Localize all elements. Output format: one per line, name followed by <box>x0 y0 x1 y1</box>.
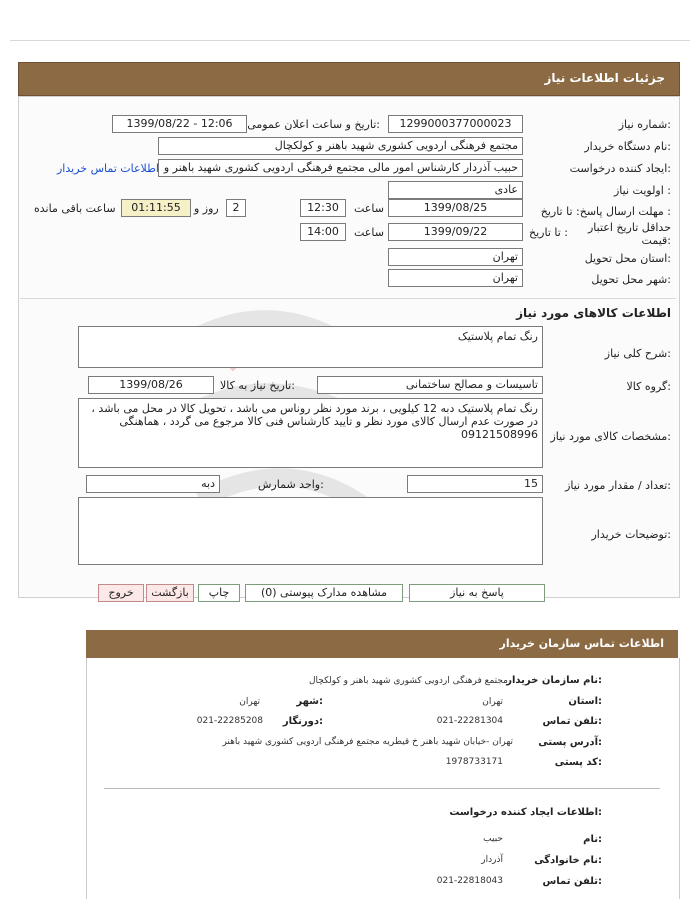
section-divider <box>20 298 676 299</box>
org-label: نام سازمان خریدار: <box>506 675 602 686</box>
creator-label: ایجاد کننده درخواست: <box>569 162 671 175</box>
remaining-label: ساعت باقی مانده <box>34 202 116 215</box>
postal-value: 1978733171 <box>445 757 503 767</box>
name-value: حبیب <box>483 834 503 844</box>
validity-label: حداقل تاریخ اعتبار قیمت: <box>587 221 671 247</box>
group-field[interactable]: تاسیسات و مصالح ساختمانی <box>317 376 543 394</box>
fax-value: 021-22285208 <box>196 716 263 726</box>
address-label: آدرس پستی: <box>538 737 602 748</box>
buyer-notes-label: توضیحات خریدار: <box>591 528 671 541</box>
need-number-field[interactable]: 1299000377000023 <box>388 115 523 133</box>
contact-card-header <box>86 630 678 658</box>
contact-city-value: تهران <box>239 697 260 707</box>
validity-time-label: ساعت <box>354 226 384 239</box>
print-button[interactable]: چاپ <box>198 584 240 602</box>
days-label: روز و <box>194 202 219 215</box>
goods-section-title: اطلاعات کالاهای مورد نیاز <box>516 306 671 320</box>
validity-date-field[interactable]: 1399/09/22 <box>388 223 523 241</box>
specs-field[interactable]: رنگ تمام پلاستیک دبه 12 کیلویی ، برند مورد نظر روناس می باشد ، تحویل کالا در محل می باشد ، در صورت عدم ارسال کالای مورد نظر و تایید کارشناس فنی کالا مرجوع می گردد ، هماهنگی 09121508996 <box>78 398 543 468</box>
panel-header <box>18 62 680 96</box>
unit-label: واحد شمارش: <box>258 478 324 491</box>
contact-province-label: استان: <box>568 696 602 707</box>
days-field[interactable]: 2 <box>226 199 246 217</box>
address-value: تهران -خیابان شهید باهنر خ قیطریه مجتمع فرهنگی اردویی کشوری شهید باهنر <box>222 737 513 747</box>
group-label: گروه کالا: <box>626 380 671 393</box>
attachments-button[interactable]: مشاهده مدارک پیوستی (0) <box>245 584 403 602</box>
creator-info-title: اطلاعات ایجاد کننده درخواست: <box>449 807 602 818</box>
family-value: آذردار <box>481 855 503 865</box>
validity-time-field[interactable]: 14:00 <box>300 223 346 241</box>
quantity-field[interactable]: 15 <box>407 475 543 493</box>
remaining-time-field: 01:11:55 <box>121 199 191 217</box>
send-time-field[interactable]: 12:30 <box>300 199 346 217</box>
buyer-contact-link[interactable]: اطلاعات تماس خریدار <box>57 162 159 175</box>
creator-phone-label: تلفن تماس: <box>542 876 602 887</box>
send-time-label: ساعت <box>354 202 384 215</box>
priority-field[interactable]: عادی <box>388 181 523 199</box>
name-label: نام: <box>583 834 602 845</box>
city-field[interactable]: تهران <box>388 269 523 287</box>
announce-field[interactable]: 1399/08/22 - 12:06 <box>112 115 247 133</box>
creator-field[interactable]: حبیب آذردار کارشناس امور مالی مجتمع فرهنگی اردویی کشوری شهید باهنر و <box>158 159 523 177</box>
reply-button[interactable]: پاسخ به نیاز <box>409 584 545 602</box>
creator-phone-value: 021-22818043 <box>436 876 503 886</box>
phone-value: 021-22281304 <box>436 716 503 726</box>
contact-card-title: اطلاعات تماس سازمان خریدار <box>499 637 664 650</box>
unit-field[interactable]: دبه <box>86 475 220 493</box>
province-field[interactable]: تهران <box>388 248 523 266</box>
send-deadline-label: مهلت ارسال پاسخ: تا تاریخ : <box>540 205 671 218</box>
buyer-notes-field[interactable] <box>78 497 543 565</box>
specs-label: مشخصات کالای مورد نیاز: <box>550 430 671 443</box>
send-date-field[interactable]: 1399/08/25 <box>388 199 523 217</box>
postal-label: کد پستی: <box>554 757 602 768</box>
need-date-label: تاریخ نیاز به کالا: <box>220 379 295 392</box>
contact-divider <box>104 788 660 789</box>
buyer-label: نام دستگاه خریدار: <box>584 140 671 153</box>
panel-title: جزئیات اطلاعات نیاز <box>544 71 665 85</box>
general-desc-label: شرح کلی نیاز: <box>604 347 671 360</box>
contact-province-value: تهران <box>482 697 503 707</box>
top-divider <box>10 40 690 41</box>
fax-label: دورنگار: <box>282 716 323 727</box>
province-label: استان محل تحویل: <box>584 252 671 265</box>
family-label: نام خانوادگی: <box>534 855 602 866</box>
contact-city-label: شهر: <box>296 696 323 707</box>
need-number-label: شماره نیاز: <box>618 118 671 131</box>
quantity-label: تعداد / مقدار مورد نیاز: <box>565 479 671 492</box>
validity-until-label: تا تاریخ : <box>529 226 568 239</box>
city-label: شهر محل تحویل: <box>591 273 671 286</box>
buyer-field[interactable]: مجتمع فرهنگی اردویی کشوری شهید باهنر و کولکچال <box>158 137 523 155</box>
announce-label: تاریخ و ساعت اعلان عمومی: <box>247 118 380 131</box>
priority-label: اولویت نیاز : <box>613 184 671 197</box>
phone-label: تلفن تماس: <box>542 716 602 727</box>
need-date-field[interactable]: 1399/08/26 <box>88 376 214 394</box>
org-value: مجتمع فرهنگی اردویی کشوری شهید باهنر و کولکچال <box>308 676 508 686</box>
exit-button[interactable]: خروج <box>98 584 144 602</box>
general-desc-field[interactable]: رنگ تمام پلاستیک <box>78 326 543 368</box>
back-button[interactable]: بازگشت <box>146 584 194 602</box>
